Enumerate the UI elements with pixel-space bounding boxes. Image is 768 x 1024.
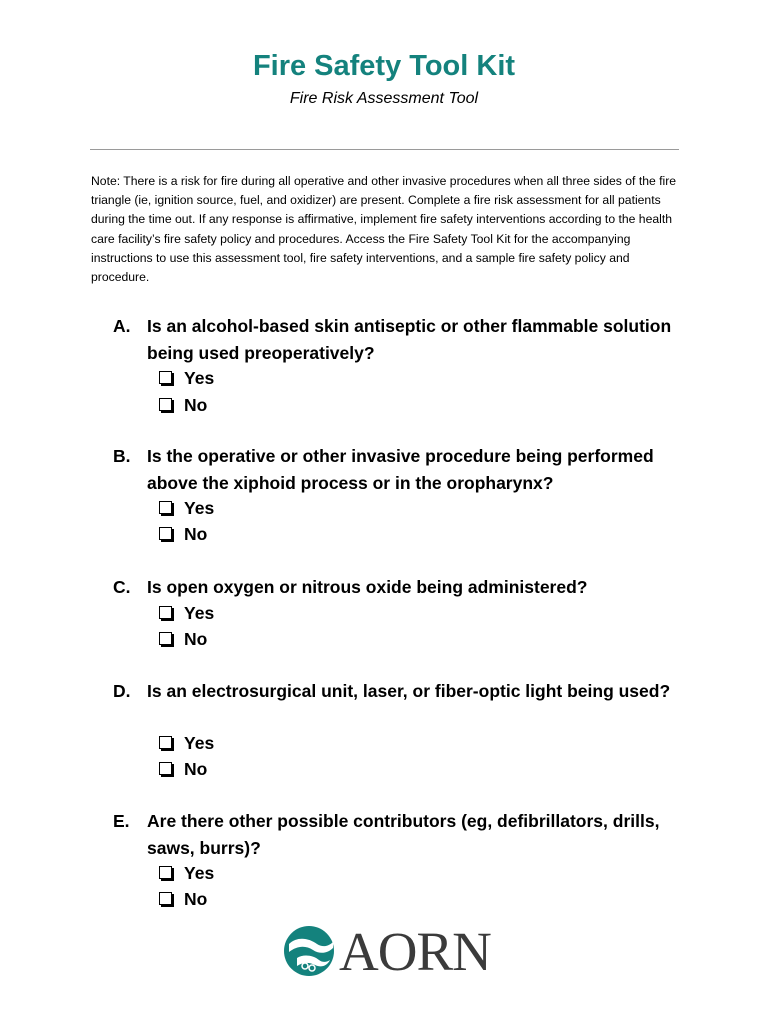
checkbox-icon[interactable] (159, 371, 172, 384)
option-yes[interactable] (159, 495, 214, 521)
option-yes[interactable] (159, 730, 214, 756)
checkbox-icon[interactable] (159, 632, 172, 645)
option-yes[interactable] (159, 600, 214, 626)
note-paragraph: Note: There is a risk for fire during all operative and other invasive procedures when all three sides of the fire triangle (ie, ignition source, fuel, and oxidizer) are present. Complete a fire risk assessment for all patients during the time out. If any response is affirmative, implement fire safety interventions according to the health care facility’s fire safety policy and procedures. Access the Fire Safety Tool Kit for the accompanying instructions to use this assessment tool, fire safety interventions, and a sample fire safety policy and procedure. (91, 174, 677, 285)
question-text: Is an electrosurgical unit, laser, or fiber-optic light being used? (147, 681, 671, 701)
checkbox-icon[interactable] (159, 398, 172, 411)
option-no[interactable] (159, 756, 207, 782)
header-divider (90, 149, 679, 150)
option-label: No (184, 394, 208, 415)
option-yes[interactable] (159, 365, 214, 391)
option-label: Yes (184, 367, 215, 388)
checkbox-icon[interactable] (159, 736, 172, 749)
option-label: No (184, 758, 208, 779)
aorn-logo-icon (283, 924, 335, 978)
checkbox-icon[interactable] (159, 762, 172, 775)
document-title: Fire Safety Tool Kit (252, 50, 516, 82)
question-text: Are there other possible contributors (eg, defibrillators, drills, saws, burrs)? (147, 811, 660, 858)
option-no[interactable] (159, 626, 207, 652)
option-label: No (184, 628, 208, 649)
checkbox-icon[interactable] (159, 606, 172, 619)
question-text: Is the operative or other invasive procedure being performed above the xiphoid process or in the oropharynx? (147, 446, 654, 493)
question-text: Is an alcohol-based skin antiseptic or other flammable solution being used preoperatively? (147, 316, 672, 363)
document-subtitle: Fire Risk Assessment Tool (289, 90, 479, 107)
question-letter: C. (113, 577, 131, 597)
checkbox-icon[interactable] (159, 527, 172, 540)
option-label: Yes (184, 497, 215, 518)
option-yes[interactable] (159, 860, 214, 886)
option-no[interactable] (159, 392, 207, 418)
checkbox-icon[interactable] (159, 501, 172, 514)
option-label: No (184, 523, 208, 544)
aorn-logo (283, 920, 491, 984)
option-label: Yes (184, 602, 215, 623)
option-label: Yes (184, 732, 215, 753)
option-label: No (184, 888, 208, 909)
checkbox-icon[interactable] (159, 892, 172, 905)
question-letter: A. (113, 316, 131, 336)
question-letter: D. (113, 681, 131, 701)
option-no[interactable] (159, 521, 207, 547)
aorn-logo-text: AORN (339, 921, 491, 982)
question-letter: E. (113, 811, 130, 831)
checkbox-icon[interactable] (159, 866, 172, 879)
question-letter: B. (113, 446, 131, 466)
question-text: Is open oxygen or nitrous oxide being administered? (147, 577, 588, 597)
option-no[interactable] (159, 886, 207, 912)
option-label: Yes (184, 862, 215, 883)
